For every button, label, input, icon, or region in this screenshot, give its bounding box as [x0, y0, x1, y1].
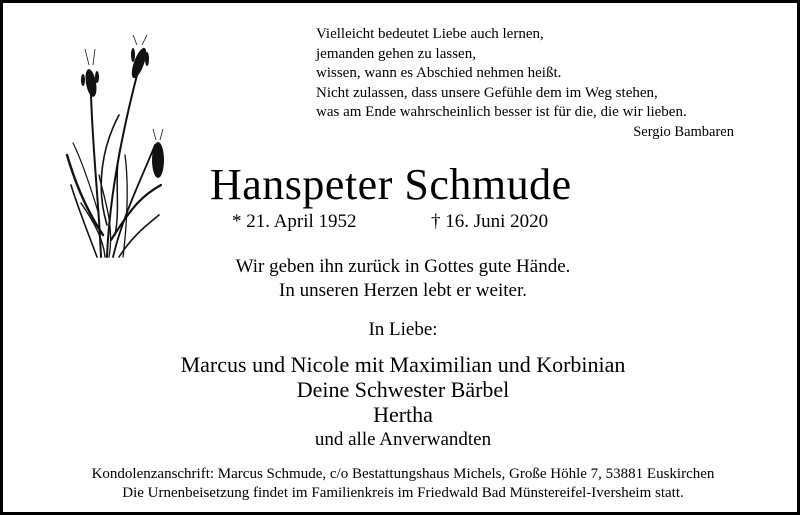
poem-line: wissen, wann es Abschied nehmen heißt. — [316, 65, 562, 81]
wheat-grass-icon — [63, 35, 183, 260]
deceased-name: Hanspeter Schmude — [210, 160, 572, 209]
condolence-address: Kondolenzanschrift: Marcus Schmude, c/o Bestattungshaus Michels, Große Höhle 7, 53881 Euskirchen — [91, 466, 715, 482]
poem-author: Sergio Bambaren — [633, 123, 734, 140]
poem-line: Nicht zulassen, dass unsere Gefühle dem im Weg stehen, — [316, 84, 658, 101]
faith-line: Wir geben ihn zurück in Gottes gute Hände. — [235, 256, 571, 277]
poem-line: Vielleicht bedeutet Liebe auch lernen, — [316, 26, 544, 42]
mourner: Deine Schwester Bärbel — [296, 377, 510, 402]
poem — [316, 25, 756, 142]
poem-line: was am Ende wahrscheinlich besser ist für die, die wir lieben. — [316, 104, 687, 120]
faith-line: In unseren Herzen lebt er weiter. — [279, 280, 527, 301]
mourner: und alle Anverwandten — [314, 429, 492, 450]
in-love-heading: In Liebe: — [368, 319, 438, 340]
poem-line: jemanden gehen zu lassen, — [316, 45, 476, 62]
mourners-list — [3, 352, 800, 452]
burial-note: Die Urnenbeisetzung findet im Familienkreis im Friedwald Bad Münstereifel-Iversheim statt. — [122, 485, 684, 501]
faith-text — [3, 255, 800, 303]
mourner: Hertha — [373, 402, 433, 427]
mourner: Marcus und Nicole mit Maximilian und Korbinian — [180, 352, 626, 377]
birth-date: * 21. April 1952 — [232, 211, 357, 232]
death-date: † 16. Juni 2020 — [431, 211, 549, 232]
footer — [3, 465, 800, 503]
